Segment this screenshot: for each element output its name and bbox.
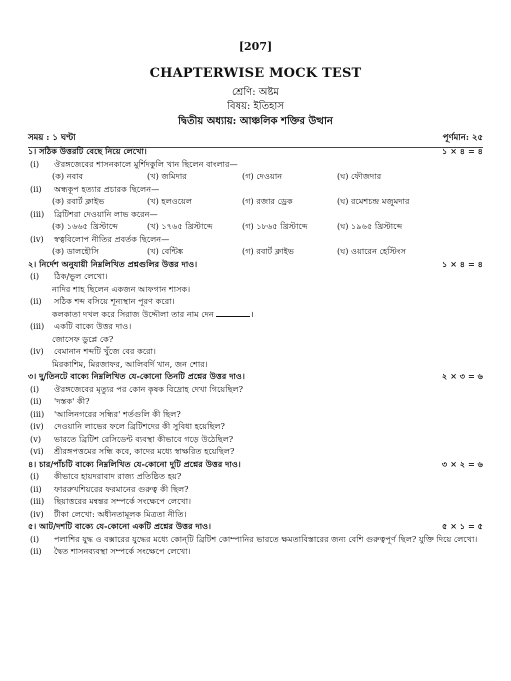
class-line: শ্রেণি: অষ্টম: [232, 87, 279, 98]
item-number: (iv): [30, 421, 44, 431]
q4-item-2: [28, 483, 483, 496]
q3-item-5: [28, 433, 483, 446]
q1-item-3: [28, 208, 483, 233]
option: (ক) রবার্ট ক্লাইভ: [52, 196, 105, 206]
option: (ঘ) ওয়ারেন হেস্টিংস: [337, 246, 406, 256]
item-text: শ্রীরঙ্গপত্তমের সন্ধি কবে, কাদের মধ্যে স্বাক্ষরিত হয়েছিল?: [54, 446, 235, 456]
item-number: (iii): [30, 408, 45, 419]
item-text: দেওয়ানি লাভের ফলে ব্রিটিশদের কী সুবিধা হয়েছিল?: [54, 421, 225, 431]
question-1-heading: [28, 145, 483, 158]
question-marks: ১ × ৪ = ৪: [441, 146, 483, 156]
item-text: পলাশির যুদ্ধ ও বক্সারের যুদ্ধের মধ্যে কোন্‌টি ব্রিটিশ কোম্পানির ভারতে ক্ষমতাবিস্তারের জন্য বেশি গুরুত্বপূর্ণ ছিল? যুক্তি দিয়ে লেখো।: [54, 533, 478, 544]
item-number: (iii): [30, 321, 45, 331]
questions: [28, 145, 483, 558]
q3-item-2: [28, 395, 483, 408]
item-statement: নাদির শাহ ছিলেন একজন আফগান শাসক।: [52, 283, 191, 294]
option: (গ) রজার ড্রেক: [242, 196, 293, 206]
option: (ঘ) রমেশচন্দ্র মজুমদার: [337, 196, 410, 206]
item-text: 'দস্তক' কী?: [54, 396, 90, 406]
test-title: CHAPTERWISE MOCK TEST: [149, 66, 362, 81]
item-number: (i): [30, 158, 40, 169]
item-text: বেমানান শব্দটি খুঁজে বের করো।: [54, 346, 156, 356]
q3-item-6: [28, 445, 483, 458]
option: (গ) দেওয়ান: [242, 171, 283, 181]
item-text: সঠিক শব্দ বসিয়ে শূন্যস্থান পূরণ করো।: [54, 296, 175, 306]
option: (খ) ১৭৬৫ খ্রিস্টাব্দে: [147, 221, 213, 231]
question-text: ৪। চার/পাঁচটি বাক্যে নিম্নলিখিত যে-কোনো দুটি প্রশ্নের উত্তর দাও।: [28, 458, 241, 469]
question-marks: ২ × ৩ = ৬: [441, 371, 483, 381]
q5-item-2: [28, 545, 483, 558]
option: (গ) ১৮৬৫ খ্রিস্টাব্দে: [242, 221, 308, 231]
item-text: একটি বাক্যে উত্তর দাও।: [54, 321, 132, 331]
question-text: ১। সঠিক উত্তরটি বেছে নিয়ে লেখো।: [28, 146, 147, 156]
item-number: (vi): [30, 446, 44, 456]
item-number: (i): [30, 471, 40, 481]
option: (ঘ) ১৯৬৫ খ্রিস্টাব্দে: [337, 221, 403, 231]
q2-item-3: [28, 320, 483, 345]
item-text: টীকা লেখো: অধীনতামূলক মিত্রতা নীতি।: [54, 508, 187, 519]
item-statement: মিরকাশিম, মিরজাফর, আলিবর্দি খান, জন শোর।: [52, 358, 208, 369]
item-number: (iv): [30, 508, 44, 519]
item-number: (iv): [30, 233, 44, 244]
subject-line: বিষয়: ইতিহাস: [227, 101, 284, 112]
question-text: ২। নির্দেশ অনুযায়ী নিম্নলিখিত প্রশ্নগুলির উত্তর দাও।: [28, 258, 198, 269]
q2-item-4: [28, 345, 483, 370]
page-number: [207]: [238, 40, 273, 53]
item-text: স্বত্ববিলোপ নীতির প্রবর্তক ছিলেন—: [54, 233, 170, 244]
options-row: [28, 195, 483, 208]
options-row: [28, 245, 483, 258]
item-text: দ্বৈত শাসনব্যবস্থা সম্পর্কে সংক্ষেপে লেখো।: [54, 546, 191, 556]
item-number: (ii): [30, 183, 42, 194]
q2-item-2: [28, 295, 483, 320]
options-row: [28, 220, 483, 233]
q4-item-4: [28, 508, 483, 521]
question-2-heading: [28, 258, 483, 271]
item-number: (ii): [30, 546, 42, 556]
q3-item-1: [28, 383, 483, 396]
full-marks-label: পূর্ণমান: ২৫: [442, 133, 483, 143]
option: (গ) রবার্ট ক্লাইভ: [242, 246, 294, 256]
item-text: ব্রিটিশরা দেওয়ানি লাভ করেন—: [54, 208, 158, 219]
question-5-heading: [28, 520, 483, 533]
option: (ঘ) ফৌজদার: [337, 171, 382, 181]
item-text: 'আলিনগরের সন্ধির' শর্তগুলি কী ছিল?: [54, 408, 181, 419]
q3-item-4: [28, 420, 483, 433]
question-marks: ১ × ৪ = ৪: [441, 258, 483, 269]
question-marks: ৫ × ১ = ৫: [441, 521, 483, 531]
item-text: অন্ধকূপ হত্যার প্রচারক ছিলেন—: [54, 183, 160, 194]
option: (ক) ডালহৌসি: [52, 246, 99, 256]
q1-item-2: [28, 183, 483, 208]
item-number: (ii): [30, 396, 42, 406]
item-text: ছিয়াত্তরের মন্বন্তর সম্পর্কে সংক্ষেপে লেখো।: [54, 496, 192, 506]
option: (খ) হলওয়েল: [147, 196, 193, 206]
item-number: (i): [30, 533, 40, 544]
option: (ক) নবাব: [52, 171, 84, 181]
q4-item-1: [28, 470, 483, 483]
q4-item-3: [28, 495, 483, 508]
item-number: (ii): [30, 483, 42, 494]
option: (খ) বেন্টিঙ্ক: [147, 246, 184, 256]
item-number: (v): [30, 433, 42, 444]
q1-item-4: [28, 233, 483, 258]
q5-item-1: [28, 533, 483, 546]
question-4-heading: [28, 458, 483, 471]
q3-item-3: [28, 408, 483, 421]
q1-item-1: [28, 158, 483, 183]
item-number: (i): [30, 383, 40, 394]
item-text: ঔরঙ্গজেবের শাসনকালে মুর্শিদকুলি খান ছিলেন বাংলার—: [54, 158, 238, 169]
option: (ক) ১৬৬৫ খ্রিস্টাব্দে: [52, 221, 118, 231]
item-text: ফাররুখশিয়রের ফরমানের গুরুত্ব কী ছিল?: [54, 483, 189, 494]
item-text: ঔরঙ্গজেবের মৃত্যুর পর কোন কৃষক বিদ্রোহ দেখা গিয়েছিল?: [54, 383, 244, 394]
item-text: ঠিক/ভুল লেখো।: [54, 271, 108, 281]
time-label: সময় : ১ ঘণ্টা: [28, 133, 76, 143]
item-number: (ii): [30, 296, 42, 306]
question-text: ৫। আট/দশটি বাক্যে যে-কোনো একটি প্রশ্নের উত্তর দাও।: [28, 521, 212, 531]
item-statement-row: কলকাতা দখল করে সিরাজ উদ্দৌলা তার নাম দেন ।: [52, 308, 254, 319]
options-row: [28, 170, 483, 183]
item-number: (iii): [30, 208, 45, 219]
question-text: ৩। দু/তিনটে বাক্যে নিম্নলিখিত যে-কোনো তিনটি প্রশ্নের উত্তর দাও।: [28, 371, 245, 381]
item-statement: জোসেফ ডুপ্লে কে?: [52, 333, 114, 344]
question-marks: ৩ × ২ = ৬: [441, 458, 483, 469]
fill-blank: [216, 316, 250, 317]
item-number: (i): [30, 271, 40, 281]
item-text: ভারতে ব্রিটিশ রেসিডেন্ট ব্যবস্থা কীভাবে গড়ে উঠেছিল?: [54, 433, 234, 444]
option: (খ) জমিদার: [147, 171, 187, 181]
chapter-line: দ্বিতীয় অধ্যায়: আঞ্চলিক শক্তির উত্থান: [178, 116, 333, 127]
item-text: কীভাবে হায়দরাবাদ রাজ্য প্রতিষ্ঠিত হয়?: [54, 471, 182, 481]
item-number: (iv): [30, 346, 44, 356]
item-number: (iii): [30, 496, 45, 506]
item-statement: কলকাতা দখল করে সিরাজ উদ্দৌলা তার নাম দেন: [52, 308, 214, 319]
question-3-heading: [28, 370, 483, 383]
q2-item-1: [28, 270, 483, 295]
